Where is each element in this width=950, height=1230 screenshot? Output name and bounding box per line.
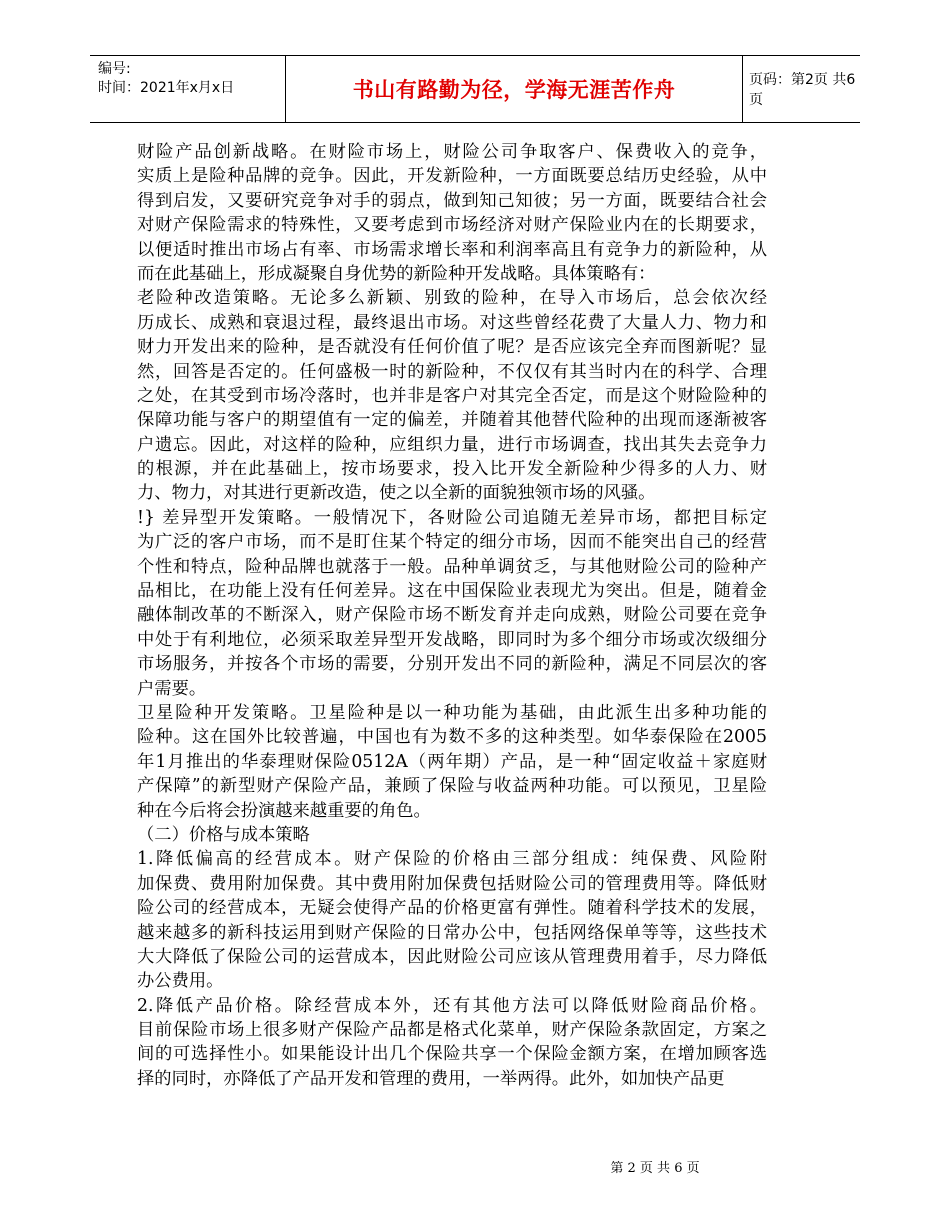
body-line: 中处于有利地位，必须采取差异型开发战略，即同时为多个细分市场或次级细分: [137, 629, 767, 650]
body-line: 产保障”的新型财产保险产品，兼顾了保险与收益两种功能。可以预见，卫星险: [137, 776, 767, 797]
header-motto: 书山有路勤为径，学海无涯苦作舟: [285, 56, 743, 122]
body-line: 户需要。: [137, 678, 207, 699]
body-line: 力、物力，对其进行更新改造，使之以全新的面貌独领市场的风骚。: [137, 483, 656, 504]
body-line: 个性和特点，险种品牌也就落于一般。品种单调贫乏，与其他财险公司的险种产: [137, 556, 767, 577]
page-footer: [0, 1157, 950, 1176]
body-line: 加保费、费用附加保费。其中费用附加保费包括财险公司的管理费用等。降低财: [137, 873, 767, 894]
footer-page-number: 第 2 页 共 6 页: [610, 1161, 700, 1176]
body-line: 老险种改造策略。无论多么新颖、别致的险种，在导入市场后，总会依次经: [137, 288, 767, 309]
document-time: 时间：2021年x月x日: [98, 80, 235, 96]
body-line: !} 差异型开发策略。一般情况下，各财险公司追随无差异市场，都把目标定: [137, 507, 767, 528]
body-line: 种在今后将会扮演越来越重要的角色。: [137, 800, 431, 821]
body-line: 卫星险种开发策略。卫星险种是以一种功能为基础，由此派生出多种功能的: [137, 702, 767, 723]
body-line: 实质上是险种品牌的竞争。因此，开发新险种，一方面既要总结历史经验，从中: [137, 166, 767, 187]
body-line: 越来越多的新科技运用到财产保险的日常办公中，包括网络保单等等，这些技术: [137, 922, 767, 943]
body-line: 财力开发出来的险种，是否就没有任何价值了呢？是否应该完全弃而图新呢？显: [137, 337, 767, 358]
body-line: 对财产保险需求的特殊性，又要考虑到市场经济对财产保险业内在的长期要求，: [137, 215, 767, 236]
body-line: 间的可选择性小。如果能设计出几个保险共享一个保险金额方案，在增加顾客选: [137, 1044, 767, 1065]
page-header: [90, 55, 860, 123]
body-line: 2.降低产品价格。除经营成本外，还有其他方法可以降低财险商品价格。: [137, 995, 767, 1016]
body-line: 品相比，在功能上没有任何差异。这在中国保险业表现尤为突出。但是，随着金: [137, 581, 767, 602]
body-line: 办公费用。: [137, 971, 224, 992]
body-line: 的根源，并在此基础上，按市场要求，投入比开发全新险种少得多的人力、财: [137, 459, 767, 480]
body-line: 目前保险市场上很多财产保险产品都是格式化菜单，财产保险条款固定，方案之: [137, 1020, 767, 1041]
body-line: 保障功能与客户的期望值有一定的偏差，并随着其他替代险种的出现而逐渐被客: [137, 410, 767, 431]
document-body: [137, 140, 767, 1091]
body-line: 年1月推出的华泰理财保险0512A（两年期）产品，是一种“固定收益＋家庭财: [137, 751, 767, 772]
body-line: 择的同时，亦降低了产品开发和管理的费用，一举两得。此外，如加快产品更: [137, 1068, 725, 1089]
body-line: 1.降低偏高的经营成本。财产保险的价格由三部分组成：纯保费、风险附: [137, 849, 767, 870]
body-line: 财险产品创新战略。在财险市场上，财险公司争取客户、保费收入的竞争，: [137, 142, 767, 162]
body-line: 户遗忘。因此，对这样的险种，应组织力量，进行市场调查，找出其失去竞争力: [137, 434, 767, 455]
body-line: 之处，在其受到市场冷落时，也并非是客户对其完全否定，而是这个财险险种的: [137, 385, 767, 406]
header-meta: [90, 56, 285, 122]
body-line: 险公司的经营成本，无疑会使得产品的价格更富有弹性。随着科学技术的发展，: [137, 898, 767, 919]
body-line: 融体制改革的不断深入，财产保险市场不断发育并走向成熟，财险公司要在竞争: [137, 605, 767, 626]
body-line: （二）价格与成本策略: [137, 824, 310, 845]
body-line: 为广泛的客户市场，而不是盯住某个特定的细分市场，因而不能突出自己的经营: [137, 532, 767, 553]
document-number-label: 编号:: [98, 61, 131, 77]
header-page-info: 页码：第2页 共6页: [749, 72, 856, 108]
body-line: 市场服务，并按各个市场的需要，分别开发出不同的新险种，满足不同层次的客: [137, 654, 767, 675]
body-line: 历成长、成熟和衰退过程，最终退出市场。对这些曾经花费了大量人力、物力和: [137, 312, 767, 333]
body-line: 然，回答是否定的。任何盛极一时的新险种，不仅仅有其当时内在的科学、合理: [137, 361, 767, 382]
body-line: 险种。这在国外比较普遍，中国也有为数不多的这种类型。如华泰保险在2005: [137, 727, 767, 748]
body-line: 大大降低了保险公司的运营成本，因此财险公司应该从管理费用着手，尽力降低: [137, 946, 767, 967]
body-line: 以便适时推出市场占有率、市场需求增长率和利润率高且有竞争力的新险种，从: [137, 239, 767, 260]
body-line: 而在此基础上，形成凝聚自身优势的新险种开发战略。具体策略有：: [137, 263, 656, 284]
body-line: 得到启发，又要研究竞争对手的弱点，做到知己知彼；另一方面，既要结合社会: [137, 190, 767, 211]
